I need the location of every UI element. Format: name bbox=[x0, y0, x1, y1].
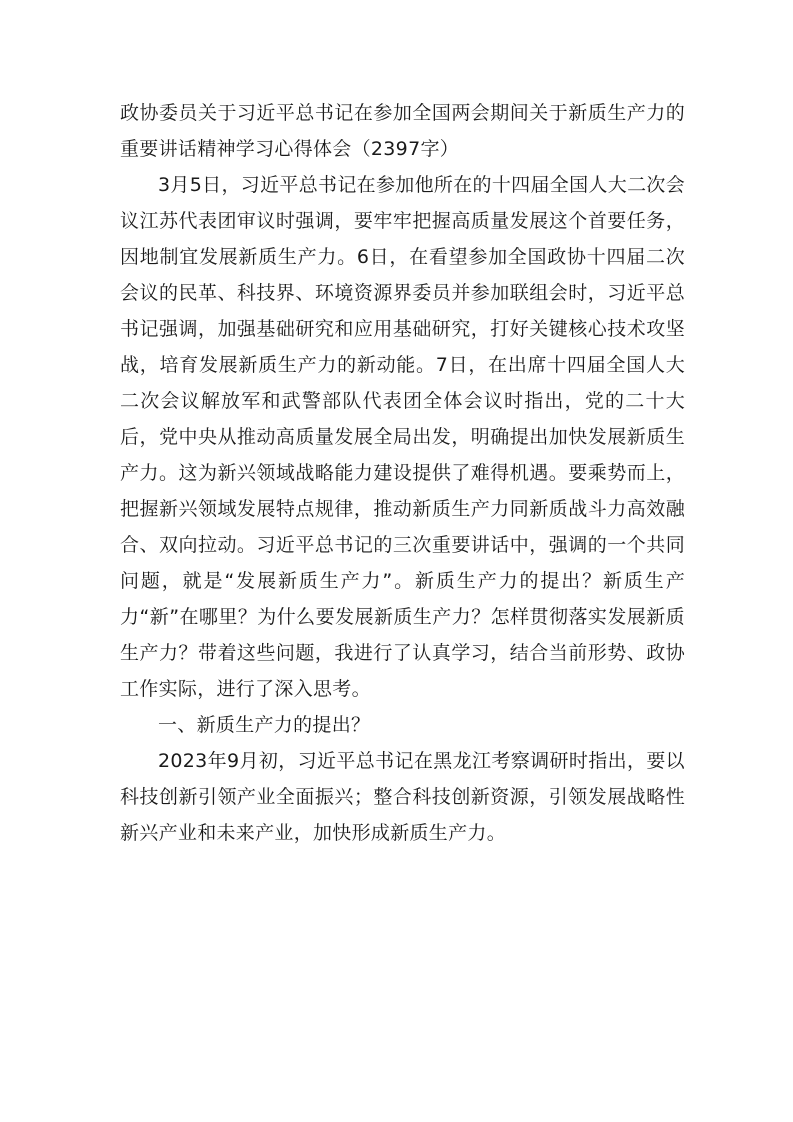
body-paragraph: 3月5日，习近平总书记在参加他所在的十四届全国人大二次会议江苏代表团审议时强调，要牢牢把握高质量发展这个首要任务，因地制宜发展新质生产力。6日，在看望参加全国政协十四届二次会议的民革、科技界、环境资源界委员并参加联组会时，习近平总书记强调，加强基础研究和应用基础研究，打好关键核心技术攻坚战，培育发展新质生产力的新动能。7日，在出席十四届全国人大二次会议解放军和武警部队代表团全体会议时指出，党的二十大后，党中央从推动高质量发展全局出发，明确提出加快发展新质生产力。这为新兴领域战略能力建设提供了难得机遇。要乘势而上，把握新兴领域发展特点规律，推动新质生产力同新质战斗力高效融合、双向拉动。习近平总书记的三次重要讲话中，强调的一个共同问题，就是“发展新质生产力”。新质生产力的提出？新质生产力“新”在哪里？为什么要发展新质生产力？怎样贯彻落实发展新质生产力？带着这些问题，我进行了认真学习，结合当前形势、政协工作实际，进行了深入思考。 bbox=[120, 174, 685, 700]
section-paragraph: 2023年9月初，习近平总书记在黑龙江考察调研时指出，要以科技创新引领产业全面振兴；整合科技创新资源，引领发展战略性新兴产业和未来产业，加快形成新质生产力。 bbox=[120, 750, 685, 844]
document-title: 政协委员关于习近平总书记在参加全国两会期间关于新质生产力的重要讲话精神学习心得体会（2397字） bbox=[120, 102, 685, 160]
document-body bbox=[120, 95, 685, 851]
section-heading: 一、新质生产力的提出？ bbox=[158, 714, 371, 736]
